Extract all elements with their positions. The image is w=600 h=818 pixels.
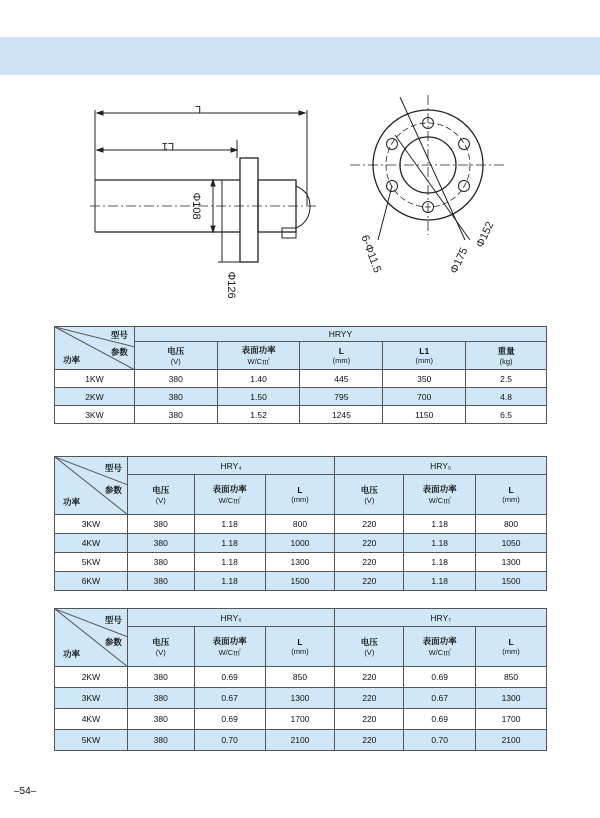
- table-cell: 0.69: [404, 667, 476, 688]
- table-cell: 1300: [476, 553, 547, 572]
- table-row: [55, 406, 547, 424]
- corner-power-label: 功率: [63, 355, 81, 365]
- table-cell: 1150: [383, 406, 466, 424]
- spec-table-hry6-hry7: [54, 608, 547, 751]
- table-row: [55, 730, 547, 751]
- table-cell: 0.69: [404, 709, 476, 730]
- table-row: [55, 688, 547, 709]
- dim-L1-label: L1: [161, 140, 175, 152]
- table-corner-cell: [55, 609, 128, 667]
- column-header: 电压 (V): [335, 627, 404, 667]
- dim-d152-label: Φ152: [474, 219, 497, 250]
- table-cell: 1000: [265, 534, 335, 553]
- column-header: 表面功率 W/C㎡: [194, 627, 265, 667]
- table-cell: 220: [335, 688, 404, 709]
- table-cell: 220: [335, 553, 404, 572]
- table-cell: 0.69: [194, 709, 265, 730]
- corner-model-label: 型号: [104, 615, 122, 625]
- corner-model-label: 型号: [104, 463, 122, 473]
- table-cell: 380: [134, 388, 217, 406]
- table-cell: 1.18: [194, 572, 265, 591]
- corner-param-label: 参数: [104, 485, 122, 495]
- table-cell: 1.18: [194, 534, 265, 553]
- table-cell: 850: [265, 667, 335, 688]
- table-cell: 4KW: [55, 534, 128, 553]
- dim-d108-label: Φ108: [190, 192, 202, 220]
- table-cell: 3KW: [55, 688, 128, 709]
- table-cell: 0.67: [194, 688, 265, 709]
- corner-model-label: 型号: [110, 330, 128, 340]
- table-cell: 4KW: [55, 709, 128, 730]
- corner-param-label: 参数: [104, 637, 122, 647]
- table-cell: 1.52: [217, 406, 300, 424]
- column-header: 电压 (V): [335, 475, 404, 515]
- column-header: 电压 (V): [127, 627, 194, 667]
- table-row: [55, 553, 547, 572]
- dim-holes-label: 6-Φ11.5: [358, 233, 384, 275]
- table-cell: 1.18: [404, 515, 476, 534]
- table-row: [55, 709, 547, 730]
- table-cell: 220: [335, 515, 404, 534]
- table-cell: 3KW: [55, 406, 135, 424]
- table-cell: 1500: [265, 572, 335, 591]
- table-cell: 850: [476, 667, 547, 688]
- table-cell: 2KW: [55, 388, 135, 406]
- model-header: HRYY: [134, 327, 546, 342]
- table-corner-cell: [55, 327, 135, 370]
- table-cell: 4.8: [466, 388, 547, 406]
- table-cell: 1300: [476, 688, 547, 709]
- table-cell: 380: [127, 667, 194, 688]
- column-header: 重量 (kg): [466, 342, 547, 370]
- table-row: [55, 534, 547, 553]
- table-cell: 6KW: [55, 572, 128, 591]
- column-header: 表面功率 W/C㎡: [404, 475, 476, 515]
- corner-power-label: 功率: [63, 497, 81, 507]
- table-row: [55, 572, 547, 591]
- table-cell: 2100: [265, 730, 335, 751]
- dim-d126-label: Φ126: [225, 271, 237, 299]
- table-cell: 3KW: [55, 515, 128, 534]
- table-cell: 1300: [265, 688, 335, 709]
- table-cell: 1050: [476, 534, 547, 553]
- table-cell: 795: [300, 388, 383, 406]
- table-row: [55, 370, 547, 388]
- table-cell: 380: [127, 688, 194, 709]
- table-cell: 0.70: [194, 730, 265, 751]
- column-header: 表面功率 W/C㎡: [404, 627, 476, 667]
- table-cell: 1.40: [217, 370, 300, 388]
- dim-L-label: L: [194, 103, 202, 115]
- table-cell: 220: [335, 709, 404, 730]
- table-cell: 380: [127, 709, 194, 730]
- table-cell: 220: [335, 534, 404, 553]
- page-number: –54–: [14, 786, 37, 797]
- table-cell: 380: [134, 370, 217, 388]
- column-header: L (mm): [476, 627, 547, 667]
- table-cell: 800: [265, 515, 335, 534]
- table-cell: 6.5: [466, 406, 547, 424]
- table-cell: 1500: [476, 572, 547, 591]
- table-cell: 1245: [300, 406, 383, 424]
- header-banner: [0, 37, 600, 75]
- table-cell: 380: [127, 515, 194, 534]
- table-cell: 2KW: [55, 667, 128, 688]
- table-cell: 220: [335, 667, 404, 688]
- table-row: [55, 388, 547, 406]
- column-header: L (mm): [476, 475, 547, 515]
- column-header: 表面功率 W/C㎡: [194, 475, 265, 515]
- table-cell: 1.18: [194, 553, 265, 572]
- table-cell: 380: [127, 730, 194, 751]
- table-cell: 220: [335, 572, 404, 591]
- table-cell: 0.67: [404, 688, 476, 709]
- column-header: 表面功率 W/C㎡: [217, 342, 300, 370]
- table-cell: 2.5: [466, 370, 547, 388]
- table-cell: 380: [134, 406, 217, 424]
- table-cell: 0.70: [404, 730, 476, 751]
- table-cell: 380: [127, 534, 194, 553]
- table-cell: 1.50: [217, 388, 300, 406]
- heater-technical-drawing: [0, 85, 600, 310]
- spec-table-hryy: [54, 326, 547, 424]
- column-header: 电压 (V): [127, 475, 194, 515]
- model-header: HRY₆: [127, 609, 335, 627]
- table-cell: 380: [127, 572, 194, 591]
- column-header: L (mm): [265, 475, 335, 515]
- table-cell: 5KW: [55, 730, 128, 751]
- spec-table-hry4-hry5: [54, 456, 547, 591]
- table-cell: 800: [476, 515, 547, 534]
- table-cell: 700: [383, 388, 466, 406]
- table-corner-cell: [55, 457, 128, 515]
- model-header: HRY₅: [335, 457, 547, 475]
- table-cell: 380: [127, 553, 194, 572]
- column-header: 电压 (V): [134, 342, 217, 370]
- table-cell: 1KW: [55, 370, 135, 388]
- table-cell: 0.69: [194, 667, 265, 688]
- table-cell: 1700: [476, 709, 547, 730]
- table-cell: 445: [300, 370, 383, 388]
- table-cell: 350: [383, 370, 466, 388]
- model-header: HRY₇: [335, 609, 547, 627]
- table-cell: 2100: [476, 730, 547, 751]
- table-cell: 5KW: [55, 553, 128, 572]
- column-header: L (mm): [265, 627, 335, 667]
- table-cell: 220: [335, 730, 404, 751]
- column-header: L (mm): [300, 342, 383, 370]
- corner-power-label: 功率: [63, 649, 81, 659]
- table-cell: 1.18: [194, 515, 265, 534]
- table-cell: 1300: [265, 553, 335, 572]
- table-row: [55, 515, 547, 534]
- table-cell: 1.18: [404, 572, 476, 591]
- table-cell: 1700: [265, 709, 335, 730]
- dim-d175-label: Φ175: [448, 245, 471, 276]
- table-row: [55, 667, 547, 688]
- model-header: HRY₄: [127, 457, 335, 475]
- table-cell: 1.18: [404, 553, 476, 572]
- table-cell: 1.18: [404, 534, 476, 553]
- column-header: L1 (mm): [383, 342, 466, 370]
- corner-param-label: 参数: [110, 347, 128, 357]
